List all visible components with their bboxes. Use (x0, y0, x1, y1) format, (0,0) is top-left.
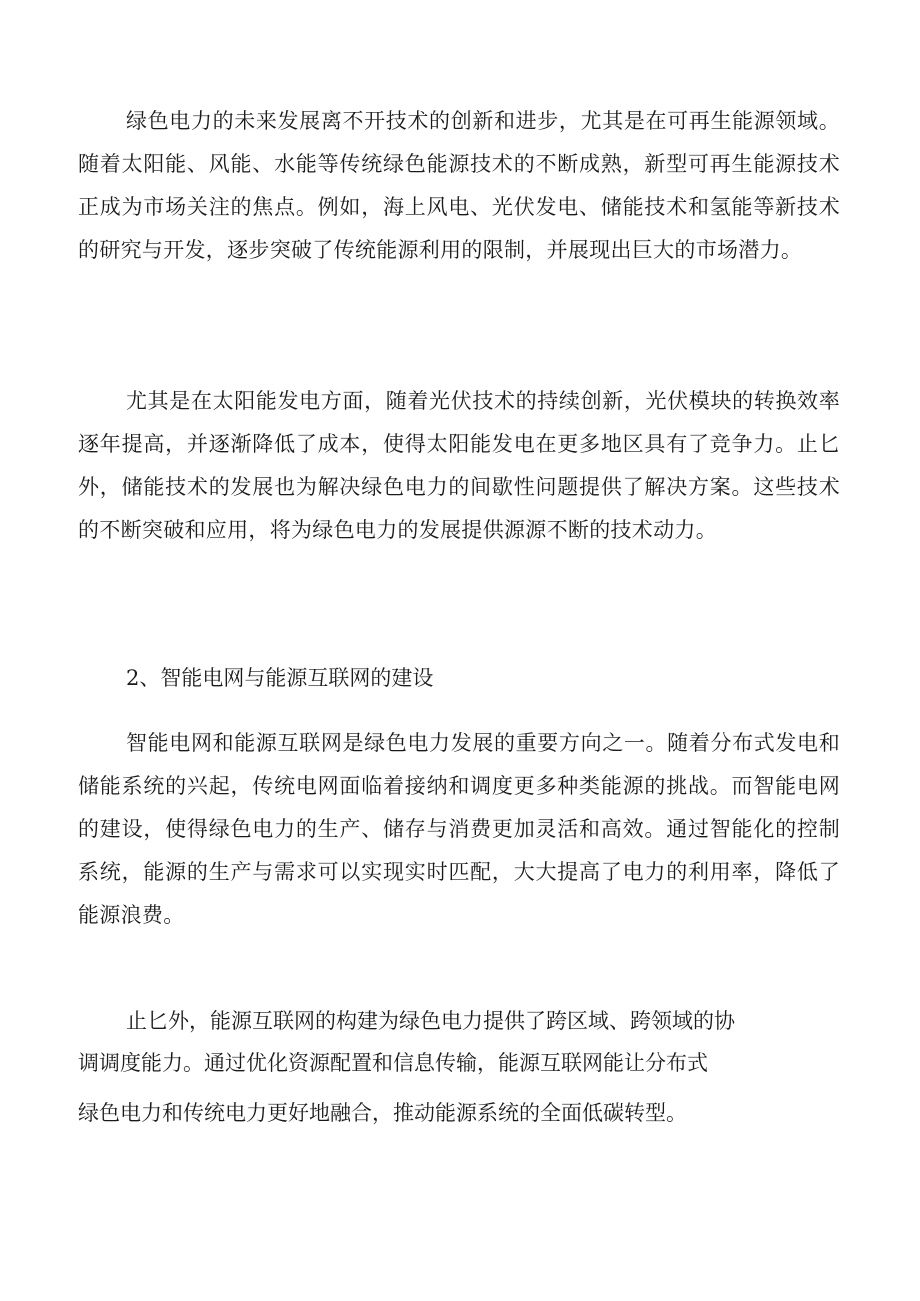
paragraph-4-line-3: 绿色电力和传统电力更好地融合，推动能源系统的全面低碳转型。 (78, 1101, 687, 1125)
paragraph-1: 绿色电力的未来发展离不开技术的创新和进步，尤其是在可再生能源领域。随着太阳能、风能、水能等传统绿色能源技术的不断成熟，新型可再生能源技术正成为市场关注的焦点。例如，海上风电、光伏发电、储能技术和氢能等新技术的研究与开发，逐步突破了传统能源利用的限制，并展现出巨大的市场潜力。 (78, 109, 840, 262)
paragraph-2: 尤其是在太阳能发电方面，随着光伏技术的持续创新，光伏模块的转换效率逐年提高，并逐渐降低了成本，使得太阳能发电在更多地区具有了竞争力。止匕外，储能技术的发展也为解决绿色电力的间歇性问题提供了解决方案。这些技术的不断突破和应用，将为绿色电力的发展提供源源不断的技术动力。 (78, 389, 840, 542)
paragraph-4-line-1: 止匕外，能源互联网的构建为绿色电力提供了跨区域、跨领域的协 (126, 1009, 735, 1033)
section-heading: 2、智能电网与能源互联网的建设 (126, 666, 434, 690)
paragraph-3: 智能电网和能源互联网是绿色电力发展的重要方向之一。随着分布式发电和储能系统的兴起，传统电网面临着接纳和调度更多种类能源的挑战。而智能电网的建设，使得绿色电力的生产、储存与消费更加灵活和高效。通过智能化的控制系统，能源的生产与需求可以实现实时匹配，大大提高了电力的利用率，降低了能源浪费。 (78, 731, 840, 927)
paragraph-4-line-2: 调调度能力。通过优化资源配置和信息传输，能源互联网能让分布式 (78, 1051, 708, 1075)
